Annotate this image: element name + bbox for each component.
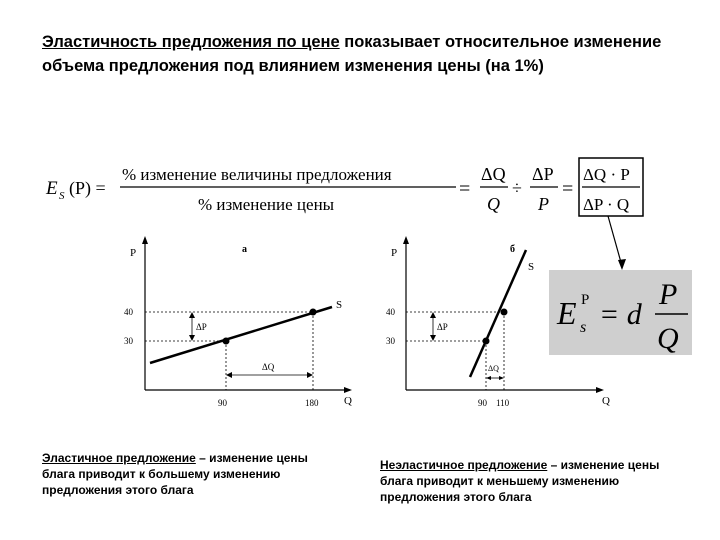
graph-a-xtick-90: 90 bbox=[218, 398, 227, 408]
graph-a-x-arrow bbox=[344, 387, 352, 393]
graph-b-x-label: Q bbox=[602, 395, 610, 407]
formula-lhs: E bbox=[46, 178, 58, 199]
graph-b-panel-label: б bbox=[510, 244, 515, 255]
graph-a-y-label: P bbox=[130, 247, 137, 259]
graph-b-dq-arrow-left bbox=[486, 376, 491, 380]
graph-a-ytick-40: 40 bbox=[124, 307, 133, 317]
graph-a-dq-arrow-right bbox=[307, 372, 313, 378]
graph-b-point-low bbox=[483, 338, 490, 345]
graph-a-dp-arrow-bottom bbox=[189, 335, 195, 341]
graph-inelastic bbox=[378, 230, 628, 420]
inset-e: E bbox=[557, 295, 577, 331]
formula-numerator: % изменение величины предложения bbox=[122, 165, 392, 184]
formula-eq1: = bbox=[459, 178, 471, 200]
graph-a-s-label: S bbox=[336, 299, 343, 311]
graph-a-point-low bbox=[223, 338, 230, 345]
formula-eq2: = bbox=[562, 178, 574, 200]
formula-lhs-arg: (P) = bbox=[69, 178, 106, 198]
graph-b-ytick-30: 30 bbox=[386, 336, 395, 346]
graph-a-point-high bbox=[310, 309, 317, 316]
graph-a-dq-arrow-left bbox=[226, 372, 232, 378]
inset-eq: = d bbox=[599, 298, 642, 331]
graph-a-ytick-30: 30 bbox=[124, 336, 133, 346]
graph-a-xtick-180: 180 bbox=[305, 398, 319, 408]
graph-a-dp-label: ΔP bbox=[196, 322, 207, 332]
graph-b-dq-label: ΔQ bbox=[488, 364, 499, 373]
caption-inelastic-term: Неэластичное предложение bbox=[380, 458, 548, 472]
caption-elastic-text: – изменение цены блага приводит к большему изменению предложения этого блага bbox=[42, 451, 308, 497]
graph-a-x-label: Q bbox=[344, 395, 352, 407]
graph-a-y-arrow bbox=[142, 236, 148, 244]
caption-elastic-term: Эластичное предложение bbox=[42, 451, 196, 465]
title-definition: показывает относительное изменение объема предложения под влиянием изменения цены (на 1%) bbox=[42, 33, 662, 75]
formula-dq: ΔQ bbox=[481, 164, 506, 184]
graph-a-dq-label: ΔQ bbox=[262, 362, 275, 372]
inset-sup: P bbox=[581, 292, 590, 308]
formula-q: Q bbox=[487, 194, 500, 214]
graph-a-supply-line bbox=[150, 307, 332, 363]
inset-sub: s bbox=[580, 319, 587, 336]
caption-elastic bbox=[42, 450, 332, 498]
graph-b-y-label: P bbox=[391, 247, 398, 259]
formula-lhs-sub: S bbox=[59, 190, 65, 202]
graph-b-s-label: S bbox=[528, 261, 535, 273]
graph-a-dp-arrow-top bbox=[189, 312, 195, 318]
page-title bbox=[42, 30, 692, 78]
graph-a-panel-label: а bbox=[242, 244, 247, 255]
graph-b-xtick-110: 110 bbox=[496, 398, 510, 408]
inset-num: P bbox=[659, 278, 678, 311]
formula-dp: ΔP bbox=[532, 164, 554, 184]
caption-inelastic bbox=[380, 457, 680, 505]
caption-inelastic-text: – изменение цены блага приводит к меньшему изменению предложения этого блага bbox=[380, 458, 660, 504]
graph-b-dp-arrow-bottom bbox=[430, 335, 436, 341]
graph-b-dq-arrow-right bbox=[499, 376, 504, 380]
elasticity-formula bbox=[40, 150, 660, 227]
graph-b-point-high bbox=[501, 309, 508, 316]
formula-denominator: % изменение цены bbox=[198, 195, 335, 214]
inset-den: Q bbox=[657, 322, 679, 355]
graph-b-x-arrow bbox=[596, 387, 604, 393]
graph-b-y-arrow bbox=[403, 236, 409, 244]
title-term: Эластичность предложения по цене bbox=[42, 33, 340, 51]
graph-b-dp-label: ΔP bbox=[437, 322, 448, 332]
graph-b-dp-arrow-top bbox=[430, 312, 436, 318]
graph-elastic bbox=[110, 230, 370, 420]
graph-b-xtick-90: 90 bbox=[478, 398, 487, 408]
formula-box-den: ΔP · Q bbox=[583, 195, 630, 214]
formula-box-num: ΔQ · P bbox=[583, 165, 630, 184]
graph-b-ytick-40: 40 bbox=[386, 307, 395, 317]
graph-b-supply-line bbox=[470, 250, 526, 377]
formula-p: P bbox=[538, 194, 549, 214]
formula-div: ÷ bbox=[512, 178, 522, 198]
